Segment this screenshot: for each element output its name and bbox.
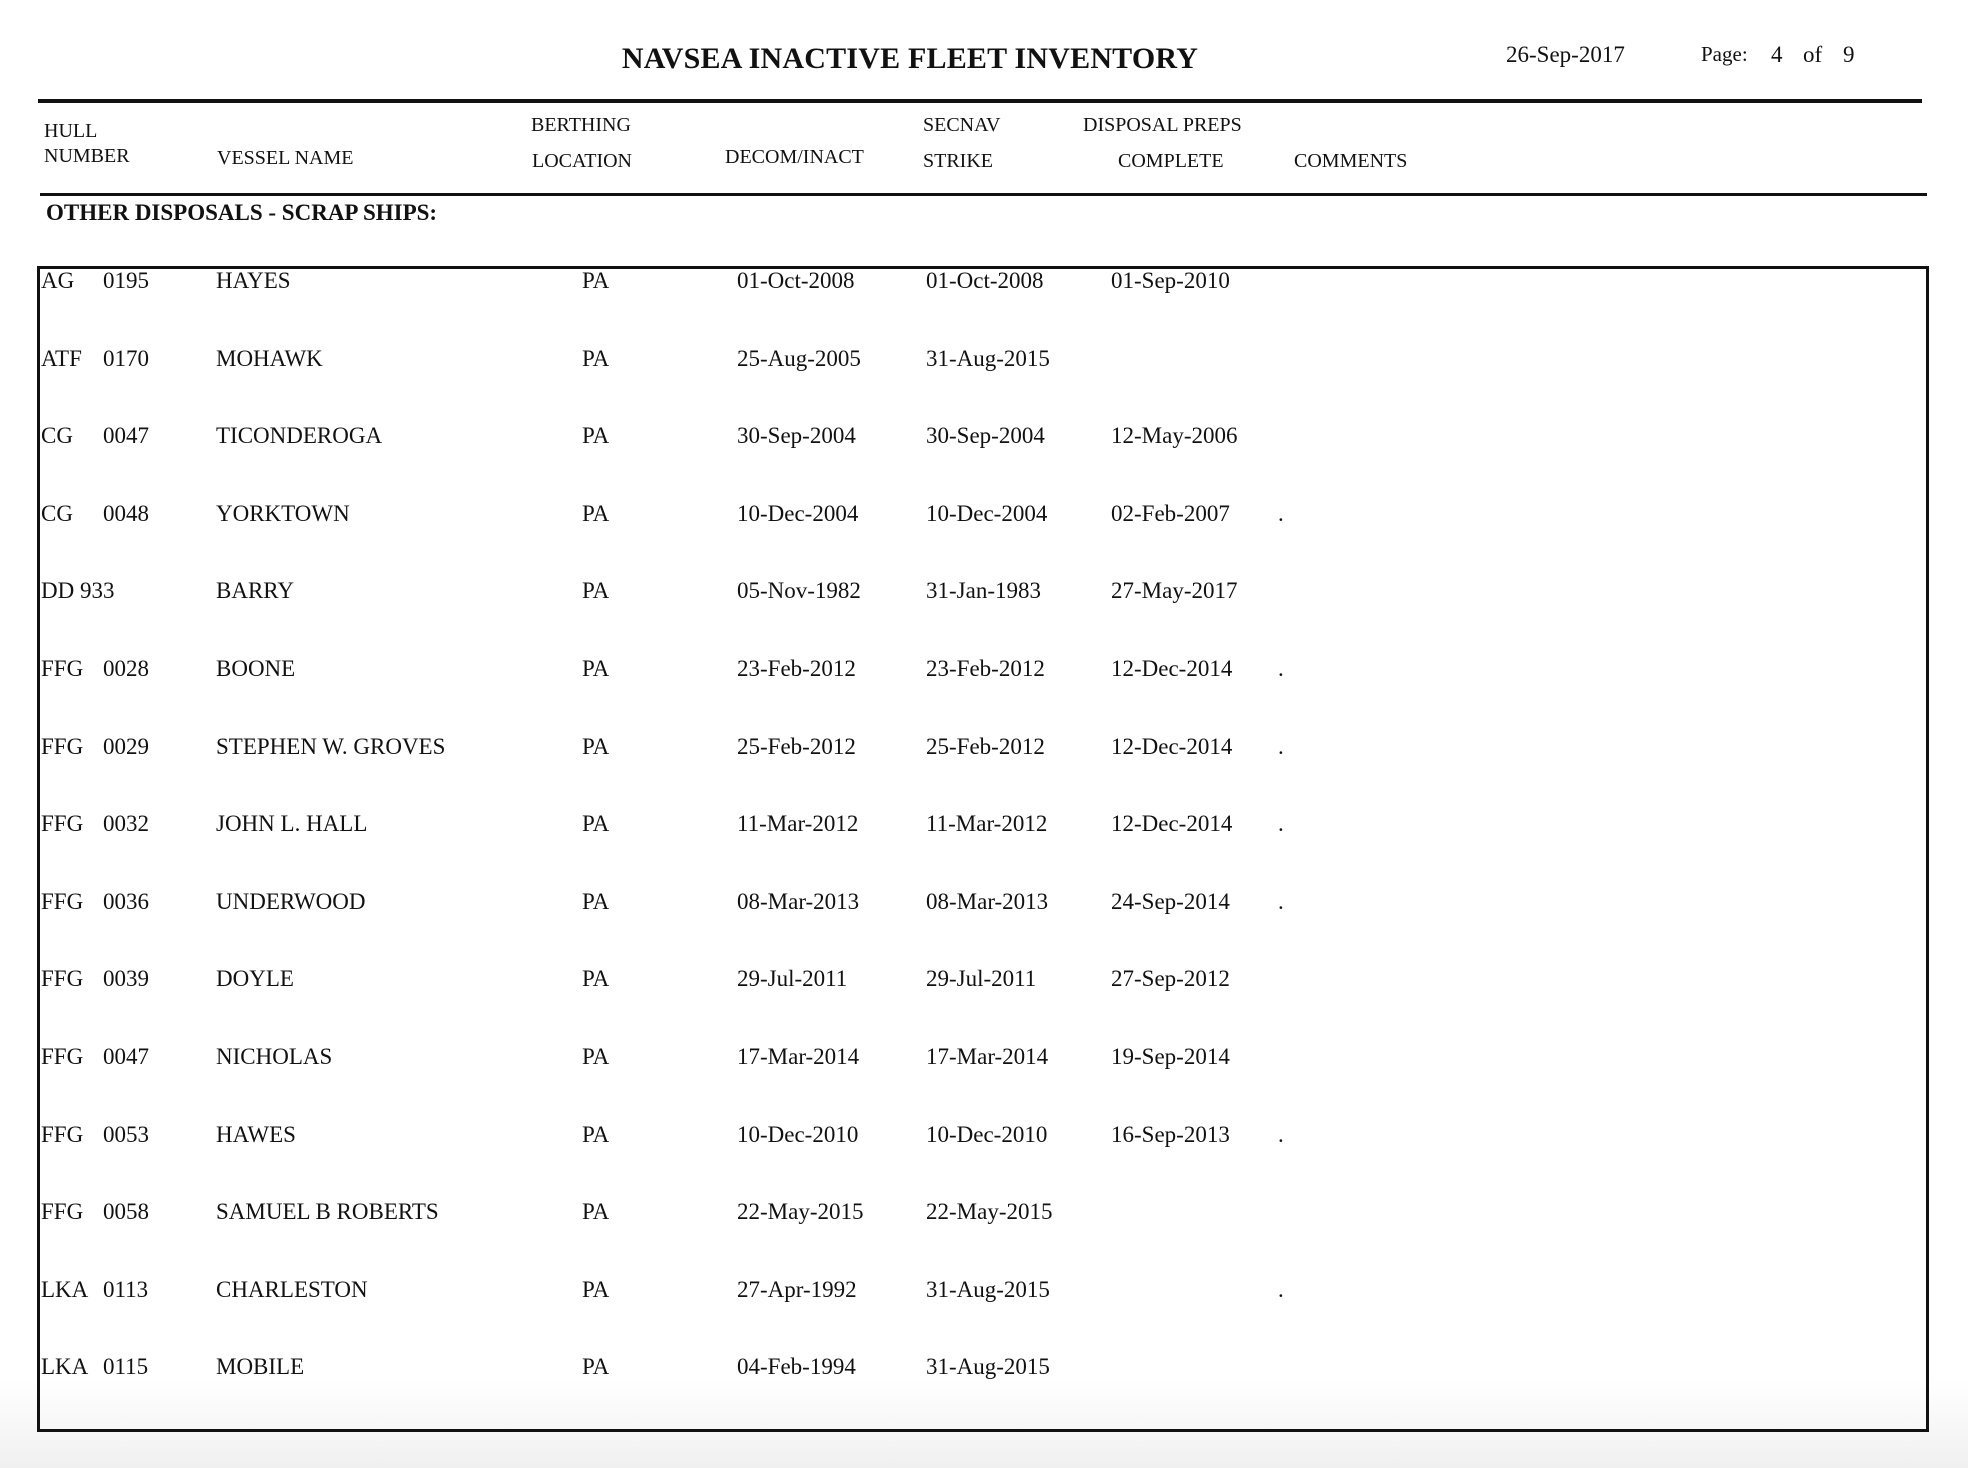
hull-type-cell: AG	[41, 268, 75, 293]
hull-type-cell: FFG	[41, 966, 84, 992]
secnav-strike-cell: 01-Oct-2008	[926, 268, 1044, 293]
hull-number-cell: 0032	[103, 811, 149, 837]
hull-type-cell: DD 933	[41, 578, 115, 604]
secnav-strike-cell: 23-Feb-2012	[926, 656, 1045, 681]
comment-cell: .	[1278, 733, 1284, 759]
col-vessel-name: VESSEL NAME	[217, 147, 354, 169]
vessel-name-cell: MOBILE	[216, 1354, 305, 1380]
header-top-rule	[38, 99, 1922, 103]
comment-cell: .	[1278, 500, 1284, 526]
vessel-name-cell: TICONDEROGA	[216, 423, 383, 449]
decom-inact-cell: 11-Mar-2012	[737, 811, 859, 837]
page-total: 9	[1843, 42, 1855, 67]
berthing-location-cell: PA	[582, 345, 610, 371]
vessel-name-cell: YORKTOWN	[216, 500, 350, 526]
secnav-strike-cell: 10-Dec-2004	[926, 500, 1048, 526]
secnav-strike-cell: 08-Mar-2013	[926, 888, 1049, 914]
hull-number-cell: 0058	[103, 1199, 149, 1225]
comment-cell: .	[1278, 1121, 1284, 1147]
page-label: Page:	[1701, 42, 1748, 66]
secnav-strike-cell: 25-Feb-2012	[926, 733, 1045, 759]
vessel-name-cell: MOHAWK	[216, 345, 323, 371]
berthing-location-cell: PA	[582, 811, 610, 837]
hull-type-cell: FFG	[41, 1044, 84, 1069]
col-berthing-line1: BERTHING	[531, 114, 631, 136]
secnav-strike-cell: 31-Aug-2015	[926, 345, 1050, 371]
col-decom-inact: DECOM/INACT	[725, 146, 864, 168]
report-title: NAVSEA INACTIVE FLEET INVENTORY	[621, 42, 1199, 75]
disposal-complete-cell: 27-May-2017	[1111, 578, 1238, 604]
hull-number-cell: 0029	[103, 733, 149, 759]
decom-inact-cell: 05-Nov-1982	[737, 578, 861, 604]
hull-number-cell: 0170	[103, 345, 149, 371]
decom-inact-cell: 29-Jul-2011	[737, 966, 848, 992]
hull-type-cell: FFG	[41, 1121, 84, 1147]
decom-inact-cell: 25-Feb-2012	[737, 733, 856, 759]
col-hull-line1: HULL	[44, 120, 98, 142]
header-bottom-rule	[40, 193, 1927, 196]
report-date: 26-Sep-2017	[1506, 42, 1625, 67]
disposal-complete-cell: 19-Sep-2014	[1111, 1044, 1230, 1069]
col-secnav-line1: SECNAV	[923, 114, 1001, 136]
berthing-location-cell: PA	[582, 1276, 610, 1302]
berthing-location-cell: PA	[582, 1044, 610, 1069]
decom-inact-cell: 30-Sep-2004	[737, 423, 856, 449]
hull-type-cell: FFG	[41, 1199, 84, 1225]
decom-inact-cell: 17-Mar-2014	[737, 1044, 860, 1069]
disposal-complete-cell: 27-Sep-2012	[1111, 966, 1230, 992]
disposal-complete-cell: 01-Sep-2010	[1111, 268, 1230, 293]
secnav-strike-cell: 31-Aug-2015	[926, 1354, 1050, 1380]
decom-inact-cell: 25-Aug-2005	[737, 345, 861, 371]
berthing-location-cell: PA	[582, 1199, 610, 1225]
decom-inact-cell: 22-May-2015	[737, 1199, 864, 1225]
vessel-name-cell: BARRY	[216, 578, 294, 604]
berthing-location-cell: PA	[582, 578, 610, 604]
berthing-location-cell: PA	[582, 1121, 610, 1147]
vessel-name-cell: NICHOLAS	[216, 1044, 333, 1069]
decom-inact-cell: 27-Apr-1992	[737, 1276, 857, 1302]
vessel-name-cell: DOYLE	[216, 966, 294, 992]
disposal-complete-cell: 02-Feb-2007	[1111, 500, 1230, 526]
secnav-strike-cell: 22-May-2015	[926, 1199, 1053, 1225]
comment-cell: .	[1278, 1276, 1284, 1302]
vessel-name-cell: CHARLESTON	[216, 1276, 368, 1302]
comment-cell: .	[1278, 888, 1284, 914]
hull-number-cell: 0047	[103, 423, 149, 449]
vessel-name-cell: UNDERWOOD	[216, 888, 366, 914]
berthing-location-cell: PA	[582, 500, 610, 526]
secnav-strike-cell: 30-Sep-2004	[926, 423, 1045, 449]
col-disposal-line1: DISPOSAL PREPS	[1083, 114, 1242, 136]
hull-type-cell: FFG	[41, 733, 84, 759]
vessel-name-cell: STEPHEN W. GROVES	[216, 733, 446, 759]
hull-type-cell: ATF	[41, 345, 82, 371]
vessel-name-cell: BOONE	[216, 656, 296, 681]
disposal-complete-cell: 24-Sep-2014	[1111, 888, 1230, 914]
secnav-strike-cell: 29-Jul-2011	[926, 966, 1037, 992]
hull-number-cell: 0048	[103, 500, 149, 526]
disposal-complete-cell: 16-Sep-2013	[1111, 1121, 1230, 1147]
secnav-strike-cell: 11-Mar-2012	[926, 811, 1048, 837]
page-current: 4	[1771, 42, 1783, 67]
col-berthing-line2: LOCATION	[532, 150, 632, 172]
col-disposal-line2: COMPLETE	[1118, 150, 1224, 172]
hull-type-cell: CG	[41, 500, 73, 526]
col-secnav-line2: STRIKE	[923, 150, 993, 172]
hull-type-cell: CG	[41, 423, 73, 449]
hull-number-cell: 0113	[103, 1276, 149, 1302]
hull-number-cell: 0028	[103, 656, 149, 681]
decom-inact-cell: 10-Dec-2004	[737, 500, 859, 526]
decom-inact-cell: 23-Feb-2012	[737, 656, 856, 681]
hull-number-cell: 0039	[103, 966, 149, 992]
vessel-name-cell: JOHN L. HALL	[216, 811, 368, 837]
berthing-location-cell: PA	[582, 733, 610, 759]
hull-type-cell: FFG	[41, 656, 84, 681]
hull-number-cell: 0053	[103, 1121, 149, 1147]
hull-number-cell: 0047	[103, 1044, 149, 1069]
disposal-complete-cell: 12-Dec-2014	[1111, 656, 1233, 681]
decom-inact-cell: 08-Mar-2013	[737, 888, 860, 914]
hull-type-cell: FFG	[41, 811, 84, 837]
section-title: OTHER DISPOSALS - SCRAP SHIPS:	[46, 200, 438, 225]
disposal-complete-cell: 12-Dec-2014	[1111, 811, 1233, 837]
vessel-name-cell: SAMUEL B ROBERTS	[216, 1199, 439, 1225]
comment-cell: .	[1278, 811, 1284, 837]
decom-inact-cell: 04-Feb-1994	[737, 1354, 856, 1380]
comment-cell: .	[1278, 656, 1284, 681]
hull-type-cell: LKA	[41, 1354, 89, 1380]
hull-number-cell: 0115	[103, 1354, 149, 1380]
berthing-location-cell: PA	[582, 423, 610, 449]
col-comments: COMMENTS	[1294, 150, 1408, 172]
decom-inact-cell: 10-Dec-2010	[737, 1121, 859, 1147]
hull-type-cell: LKA	[41, 1276, 89, 1302]
secnav-strike-cell: 31-Jan-1983	[926, 578, 1041, 604]
hull-number-cell: 0195	[103, 268, 149, 293]
hull-type-cell: FFG	[41, 888, 84, 914]
berthing-location-cell: PA	[582, 966, 610, 992]
disposal-complete-cell: 12-May-2006	[1111, 423, 1238, 449]
berthing-location-cell: PA	[582, 888, 610, 914]
secnav-strike-cell: 10-Dec-2010	[926, 1121, 1048, 1147]
col-hull-line2: NUMBER	[44, 145, 130, 167]
berthing-location-cell: PA	[582, 268, 610, 293]
berthing-location-cell: PA	[582, 656, 610, 681]
secnav-strike-cell: 17-Mar-2014	[926, 1044, 1049, 1069]
page-of: of	[1803, 42, 1823, 67]
disposal-complete-cell: 12-Dec-2014	[1111, 733, 1233, 759]
decom-inact-cell: 01-Oct-2008	[737, 268, 855, 293]
hull-number-cell: 0036	[103, 888, 149, 914]
vessel-name-cell: HAYES	[216, 268, 291, 293]
vessel-name-cell: HAWES	[216, 1121, 296, 1147]
berthing-location-cell: PA	[582, 1354, 610, 1380]
secnav-strike-cell: 31-Aug-2015	[926, 1276, 1050, 1302]
